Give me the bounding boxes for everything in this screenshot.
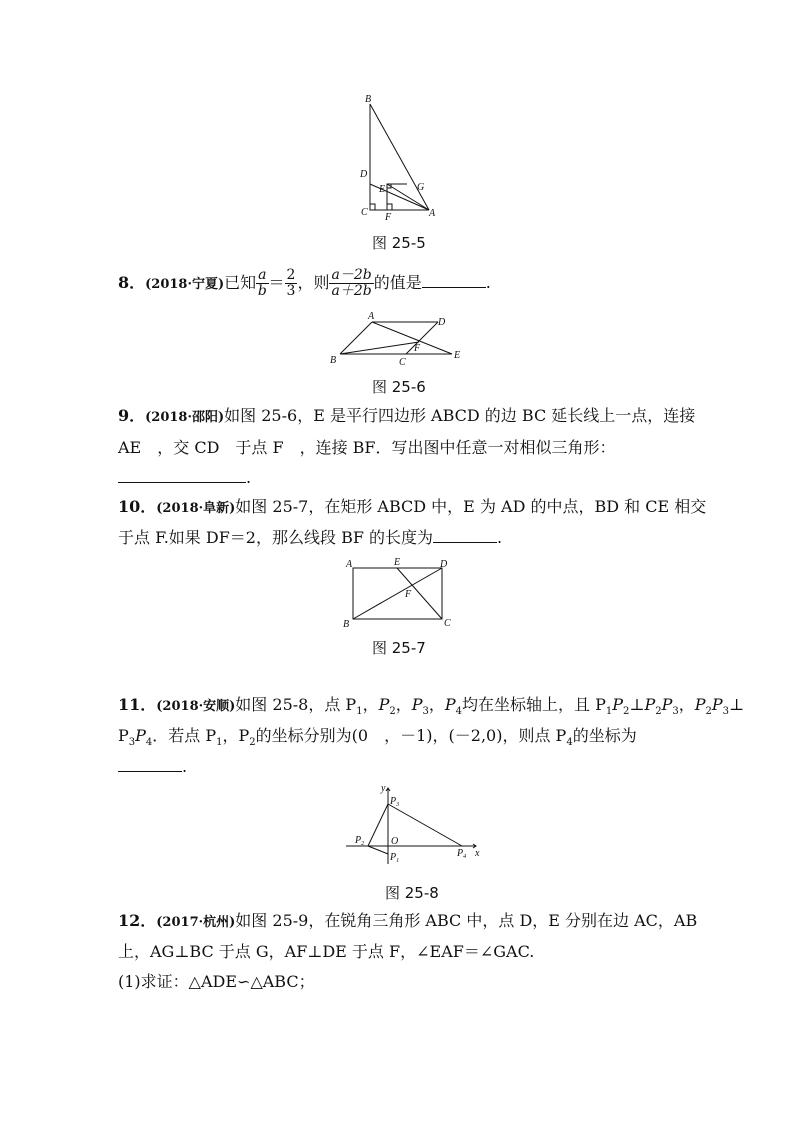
question-8	[118, 268, 491, 298]
label-P1: $P_1$	[390, 852, 400, 864]
text: .	[485, 273, 491, 292]
answer-blank[interactable]	[118, 757, 182, 772]
question-source: (2018·阜新)	[156, 501, 236, 516]
text: 的坐标为	[572, 726, 637, 745]
question-11-line-1: 11．(2018·安顺)如图 25-8，点 $P_1$，$P_2$，$P_3$，$P_4$均在坐标轴上，且 $P_1P_2\perp P_2P_3$，$P_2P_3\perp$	[118, 695, 745, 718]
figure-25-5	[355, 92, 445, 224]
label-P2: $P_2$	[355, 835, 365, 847]
text: 如图 25-6，E 是平行四边形 ABCD 的边 BC 延长线上一点，连接	[224, 406, 696, 425]
label-C: C	[361, 207, 368, 218]
question-source: (2018·宁夏)	[145, 277, 225, 292]
question-10-line-2	[118, 527, 502, 549]
question-source: (2018·邵阳)	[145, 410, 225, 425]
question-9-line-2	[118, 437, 616, 459]
question-9-line-1	[118, 405, 695, 429]
label-C: C	[444, 618, 451, 629]
denominator: a＋2b	[331, 283, 372, 299]
denominator: b	[257, 283, 267, 299]
label-B: B	[343, 619, 350, 630]
question-11-line-3	[118, 756, 187, 778]
question-source: (2017·杭州)	[156, 915, 236, 930]
figure-caption: 图 25-5	[372, 234, 426, 252]
label-G: G	[417, 182, 425, 193]
denominator: 3	[286, 283, 296, 299]
label-P3: $P_3$	[390, 796, 400, 808]
text: 如图 25-9，在锐角三角形 ABC 中，点 D，E 分别在边 AC，AB	[235, 911, 698, 930]
label-E: E	[394, 557, 401, 568]
text: 于点 F.如果 DF＝2，那么线段 BF 的长度为	[118, 528, 434, 547]
text: ，P	[222, 726, 250, 745]
text: 上，AG⊥BC 于点 G，AF⊥DE 于点 F，∠EAF＝∠GAC.	[118, 942, 535, 961]
question-source: (2018·安顺)	[156, 699, 236, 714]
text: 如图 25-8，点 P	[235, 695, 357, 714]
text: .	[182, 757, 188, 776]
label-y: y	[381, 783, 386, 794]
text: 已知	[224, 273, 257, 292]
numerator: a－2b	[331, 267, 372, 283]
question-number: 10．	[118, 497, 157, 516]
label-F: F	[385, 212, 392, 223]
answer-blank[interactable]	[433, 528, 497, 543]
label-D: D	[440, 559, 448, 570]
label-A: A	[346, 559, 353, 570]
label-A: A	[368, 311, 375, 322]
figure-caption: 图 25-7	[372, 639, 426, 657]
question-number: 9．	[118, 406, 146, 425]
text: P	[118, 726, 129, 745]
text: 的坐标分别为(0 ，－1)，(－2,0)，则点 P	[255, 726, 567, 745]
question-12-line-3	[118, 971, 315, 993]
label-E: E	[379, 184, 386, 195]
label-D: D	[360, 169, 368, 180]
label-F: F	[405, 589, 412, 600]
question-11-line-2: $P_3P_4$．若点 $P_1$，$P_2$的坐标分别为(0 ，－1)，(－2,0)，则点 $P_4$的坐标为	[118, 726, 637, 749]
text: 均在坐标轴上，且 P	[462, 695, 606, 714]
question-12-line-2	[118, 941, 534, 963]
text: AE ，交 CD 于点 F ，连接 BF．写出图中任意一对相似三角形：	[118, 438, 616, 457]
answer-blank[interactable]	[422, 273, 486, 288]
text: ＝	[268, 273, 285, 292]
fraction	[285, 268, 298, 299]
text: .	[497, 528, 503, 547]
label-P4: $P_4$	[457, 848, 467, 860]
text: 的值是	[373, 273, 422, 292]
numerator: 2	[286, 267, 296, 283]
question-9-line-3	[118, 467, 251, 489]
text: ，则	[297, 273, 330, 292]
text: 如图 25-7，在矩形 ABCD 中，E 为 AD 的中点，BD 和 CE 相交	[235, 497, 707, 516]
label-D: D	[438, 317, 446, 328]
figure-caption: 图 25-8	[385, 884, 439, 902]
figure-25-6	[328, 310, 468, 368]
answer-blank[interactable]	[118, 468, 246, 483]
label-O: O	[391, 836, 399, 847]
text: (1)求证：△ADE∽△ABC；	[118, 972, 315, 991]
question-10-line-1	[118, 496, 706, 520]
label-A: A	[429, 208, 436, 219]
text: ．若点 P	[152, 726, 217, 745]
question-12-line-1	[118, 910, 697, 934]
figure-25-7	[340, 556, 456, 630]
label-F: F	[414, 343, 421, 354]
question-number: 12．	[118, 911, 157, 930]
numerator: a	[258, 267, 267, 283]
label-E: E	[454, 350, 461, 361]
figure-25-8	[344, 782, 484, 866]
fraction	[256, 268, 268, 299]
label-B: B	[330, 355, 337, 366]
text: .	[246, 468, 252, 487]
question-number: 8．	[118, 273, 146, 292]
label-x: x	[475, 848, 480, 859]
label-B: B	[365, 94, 372, 105]
question-number: 11．	[118, 695, 157, 714]
figure-caption: 图 25-6	[372, 378, 426, 396]
fraction	[329, 268, 373, 299]
label-C: C	[399, 357, 406, 368]
